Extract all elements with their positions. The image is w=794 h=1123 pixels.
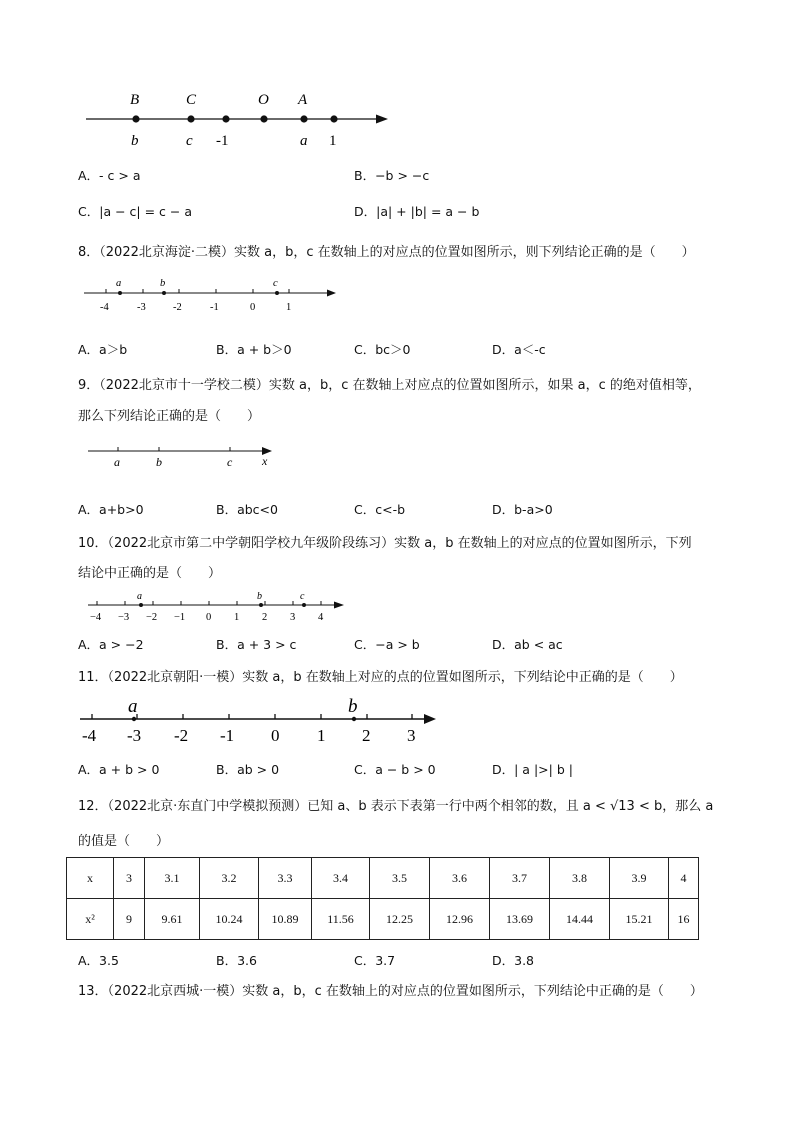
- q9-question-line2: 那么下列结论正确的是（ ）: [78, 409, 261, 424]
- table-cell: 3: [114, 858, 145, 899]
- q9-point-c: c: [227, 455, 233, 469]
- q10-number-line: [84, 590, 354, 624]
- q7-val-c: c: [186, 133, 193, 149]
- q13-question: 13．（2022北京西城·一模）实数 a，b，c 在数轴上的对应点的位置如图所示，下列结论中正确的是（ ）: [78, 984, 703, 999]
- q10-tick-0: 0: [206, 612, 212, 623]
- q9-axis-x: x: [262, 454, 268, 468]
- q11-tick-neg3: -3: [127, 726, 142, 745]
- q10-tick-neg3: −3: [118, 612, 130, 623]
- q10-question-line1: 10．（2022北京市第二中学朝阳学校九年级阶段练习）实数 a，b 在数轴上的对应点的位置如图所示，下列: [78, 536, 692, 551]
- q9-option-a: A．a+b>0: [78, 502, 144, 517]
- q11-tick-neg4: -4: [82, 726, 97, 745]
- table-cell: 9: [114, 899, 145, 940]
- q10-question-line2: 结论中正确的是（ ）: [78, 566, 222, 581]
- q10-point-a: a: [137, 591, 142, 602]
- q8-option-d: D．a＜-c: [492, 342, 546, 357]
- q7-number-line: [80, 85, 400, 155]
- table-cell: 4: [669, 858, 699, 899]
- q12-option-c: C．3.7: [354, 953, 396, 968]
- table-cell: 3.6: [430, 858, 490, 899]
- table-cell: x²: [67, 899, 114, 940]
- q10-option-b: B．a + 3 > c: [216, 637, 297, 652]
- q8-tick-1: 1: [286, 302, 292, 313]
- q12-squares-table: [66, 857, 699, 940]
- q12-option-d: D．3.8: [492, 953, 535, 968]
- table-cell: 15.21: [610, 899, 669, 940]
- q10-tick-neg1: −1: [174, 612, 186, 623]
- q7-option-d: D．|a| + |b| = a − b: [354, 204, 480, 219]
- q11-point-b: b: [348, 696, 358, 717]
- q9-option-d: D．b-a>0: [492, 502, 553, 517]
- table-cell: 3.3: [259, 858, 312, 899]
- q11-tick-2: 2: [362, 726, 371, 745]
- q7-val-a: a: [300, 133, 308, 149]
- q11-option-c: C．a − b > 0: [354, 762, 436, 777]
- q10-option-d: D．ab < ac: [492, 637, 563, 652]
- table-row: [67, 858, 699, 899]
- q7-option-c: C．|a − c| = c − a: [78, 204, 192, 219]
- table-cell: 12.96: [430, 899, 490, 940]
- q10-tick-neg4: −4: [90, 612, 102, 623]
- table-row: [67, 899, 699, 940]
- q12-question-line2: 的值是（ ）: [78, 834, 170, 849]
- q7-val-neg1: -1: [216, 133, 229, 149]
- q8-tick-neg1: -1: [210, 302, 219, 313]
- q10-tick-3: 3: [290, 612, 296, 623]
- q10-tick-neg2: −2: [146, 612, 158, 623]
- q12-option-b: B．3.6: [216, 953, 257, 968]
- q11-tick-neg1: -1: [220, 726, 235, 745]
- q11-option-d: D．| a |>| b |: [492, 762, 573, 777]
- q11-option-b: B．ab > 0: [216, 762, 280, 777]
- q9-option-c: C．c<-b: [354, 502, 406, 517]
- table-cell: 3.2: [200, 858, 259, 899]
- q7-label-O: O: [258, 92, 269, 108]
- table-cell: 3.1: [145, 858, 200, 899]
- q11-option-a: A．a + b > 0: [78, 762, 160, 777]
- table-cell: 3.5: [370, 858, 430, 899]
- table-cell: 16: [669, 899, 699, 940]
- q10-option-c: C．−a > b: [354, 637, 420, 652]
- q7-label-A: A: [298, 92, 308, 108]
- q10-tick-2: 2: [262, 612, 268, 623]
- q7-option-a: A．- c > a: [78, 168, 141, 183]
- q8-point-a: a: [116, 278, 122, 289]
- table-cell: x: [67, 858, 114, 899]
- q9-question-line1: 9．（2022北京市十一学校二模）实数 a，b，c 在数轴上对应点的位置如图所示，如果 a，c 的绝对值相等，: [78, 378, 701, 393]
- q7-val-1: 1: [329, 133, 337, 149]
- q11-point-a: a: [128, 696, 138, 717]
- table-cell: 3.4: [312, 858, 370, 899]
- table-cell: 3.9: [610, 858, 669, 899]
- q11-tick-neg2: -2: [174, 726, 189, 745]
- table-cell: 3.8: [550, 858, 610, 899]
- q10-option-a: A．a > −2: [78, 637, 144, 652]
- table-cell: 13.69: [490, 899, 550, 940]
- q8-option-c: C．bc＞0: [354, 342, 411, 357]
- q11-tick-0: 0: [271, 726, 280, 745]
- q8-option-b: B．a + b＞0: [216, 342, 292, 357]
- q8-option-a: A．a＞b: [78, 342, 128, 357]
- q8-tick-0: 0: [250, 302, 256, 313]
- q10-tick-4: 4: [318, 612, 324, 623]
- q10-point-b: b: [257, 591, 262, 602]
- q11-question: 11．（2022北京朝阳·一模）实数 a，b 在数轴上对应的点的位置如图所示，下列结论中正确的是（ ）: [78, 670, 683, 685]
- q8-number-line: [80, 272, 350, 318]
- table-cell: 14.44: [550, 899, 610, 940]
- q12-question-line1: 12．（2022北京·东直门中学模拟预测）已知 a、b 表示下表第一行中两个相邻的数，且 a < √13 < b，那么 a: [78, 799, 714, 814]
- table-cell: 11.56: [312, 899, 370, 940]
- q8-question: 8．（2022北京海淀·二模）实数 a，b，c 在数轴上的对应点的位置如图所示，则下列结论正确的是（ ）: [78, 245, 695, 260]
- table-cell: 10.89: [259, 899, 312, 940]
- table-cell: 12.25: [370, 899, 430, 940]
- q9-option-b: B．abc<0: [216, 502, 278, 517]
- q7-label-C: C: [186, 92, 197, 108]
- q11-number-line: [78, 693, 448, 749]
- q8-point-c: c: [273, 278, 278, 289]
- table-cell: 10.24: [200, 899, 259, 940]
- q8-tick-neg3: -3: [137, 302, 146, 313]
- q7-label-B: B: [130, 92, 140, 108]
- q12-option-a: A．3.5: [78, 953, 119, 968]
- q8-tick-neg4: -4: [100, 302, 109, 313]
- q10-point-c: c: [300, 591, 305, 602]
- table-cell: 3.7: [490, 858, 550, 899]
- q9-point-b: b: [156, 455, 162, 469]
- q7-val-b: b: [131, 133, 139, 149]
- q11-tick-1: 1: [317, 726, 326, 745]
- q8-tick-neg2: -2: [173, 302, 182, 313]
- q11-tick-3: 3: [407, 726, 416, 745]
- q9-number-line: [84, 440, 284, 472]
- table-cell: 9.61: [145, 899, 200, 940]
- q8-point-b: b: [160, 278, 166, 289]
- q9-point-a: a: [114, 455, 120, 469]
- q7-option-b: B．−b > −c: [354, 168, 430, 183]
- q10-tick-1: 1: [234, 612, 240, 623]
